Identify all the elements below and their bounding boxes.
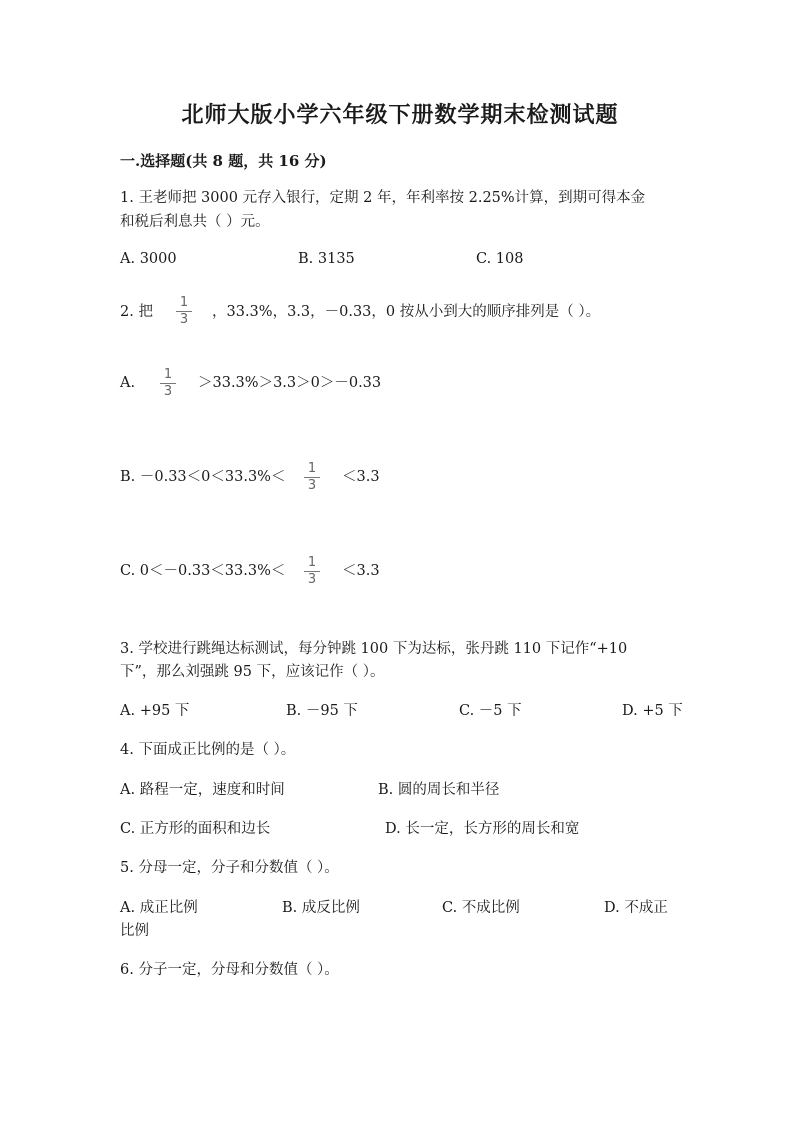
q4-option-b: B. 圆的周长和半径	[378, 782, 500, 798]
fraction-numerator: 1	[307, 461, 317, 476]
fraction-numerator: 1	[307, 555, 317, 570]
section-heading: 一.选择题(共 8 题，共 16 分)	[120, 152, 327, 170]
q1-option-a: A. 3000	[120, 251, 177, 267]
q2-option-b-text: B. －0.33＜0＜33.3%＜	[120, 469, 286, 485]
q2-option-a-text: ＞33.3%＞3.3＞0＞－0.33	[198, 375, 382, 391]
q4-stem: 4. 下面成正比例的是（ ）。	[120, 742, 296, 758]
q2-option-a-label: A.	[120, 375, 136, 391]
fraction-numerator: 1	[163, 367, 173, 382]
q3-option-c: C. －5 下	[459, 703, 522, 719]
q5-option-a: A. 成正比例	[120, 900, 198, 916]
q5-option-c: C. 不成比例	[442, 900, 520, 916]
q3-option-b: B. －95 下	[286, 703, 358, 719]
fraction-denominator: 3	[179, 312, 189, 327]
page-title: 北师大版小学六年级下册数学期末检测试题	[181, 102, 619, 128]
fraction-one-third	[176, 296, 192, 327]
q2-stem-suffix: ，33.3%，3.3，－0.33，0 按从小到大的顺序排列是（ ）。	[212, 304, 601, 320]
q5-stem: 5. 分母一定，分子和分数值（ ）。	[120, 860, 339, 876]
fraction-numerator: 1	[179, 295, 189, 310]
q2-option-b-tail: ＜3.3	[342, 469, 380, 485]
q3-option-d: D. +5 下	[622, 703, 683, 719]
fraction-one-third	[304, 556, 320, 587]
q5-option-d-line1: D. 不成正	[604, 900, 668, 916]
fraction-one-third	[304, 462, 320, 493]
q3-stem-line2: 下”，那么刘强跳 95 下，应该记作（ ）。	[120, 664, 385, 680]
q4-option-c: C. 正方形的面积和边长	[120, 821, 271, 837]
q2-stem-prefix: 2. 把	[120, 304, 153, 320]
fraction-denominator: 3	[307, 478, 317, 493]
q6-stem: 6. 分子一定，分母和分数值（ ）。	[120, 962, 339, 978]
q2-option-c-tail: ＜3.3	[342, 563, 380, 579]
q1-option-b: B. 3135	[298, 251, 355, 267]
q4-option-a: A. 路程一定，速度和时间	[120, 782, 285, 798]
q4-option-d: D. 长一定，长方形的周长和宽	[385, 821, 580, 837]
q1-stem-line2: 和税后利息共（ ）元。	[120, 214, 270, 230]
q5-option-b: B. 成反比例	[282, 900, 360, 916]
q1-option-c: C. 108	[476, 251, 524, 267]
q5-option-d-line2: 比例	[120, 923, 149, 939]
fraction-one-third	[160, 368, 176, 399]
fraction-denominator: 3	[163, 384, 173, 399]
q3-stem-line1: 3. 学校进行跳绳达标测试，每分钟跳 100 下为达标，张丹跳 110 下记作“+10	[120, 641, 628, 657]
fraction-denominator: 3	[307, 572, 317, 587]
q3-option-a: A. +95 下	[120, 703, 190, 719]
q2-option-c-text: C. 0＜－0.33＜33.3%＜	[120, 563, 286, 579]
q1-stem-line1: 1. 王老师把 3000 元存入银行，定期 2 年，年利率按 2.25%计算，到期可得本金	[120, 190, 646, 206]
